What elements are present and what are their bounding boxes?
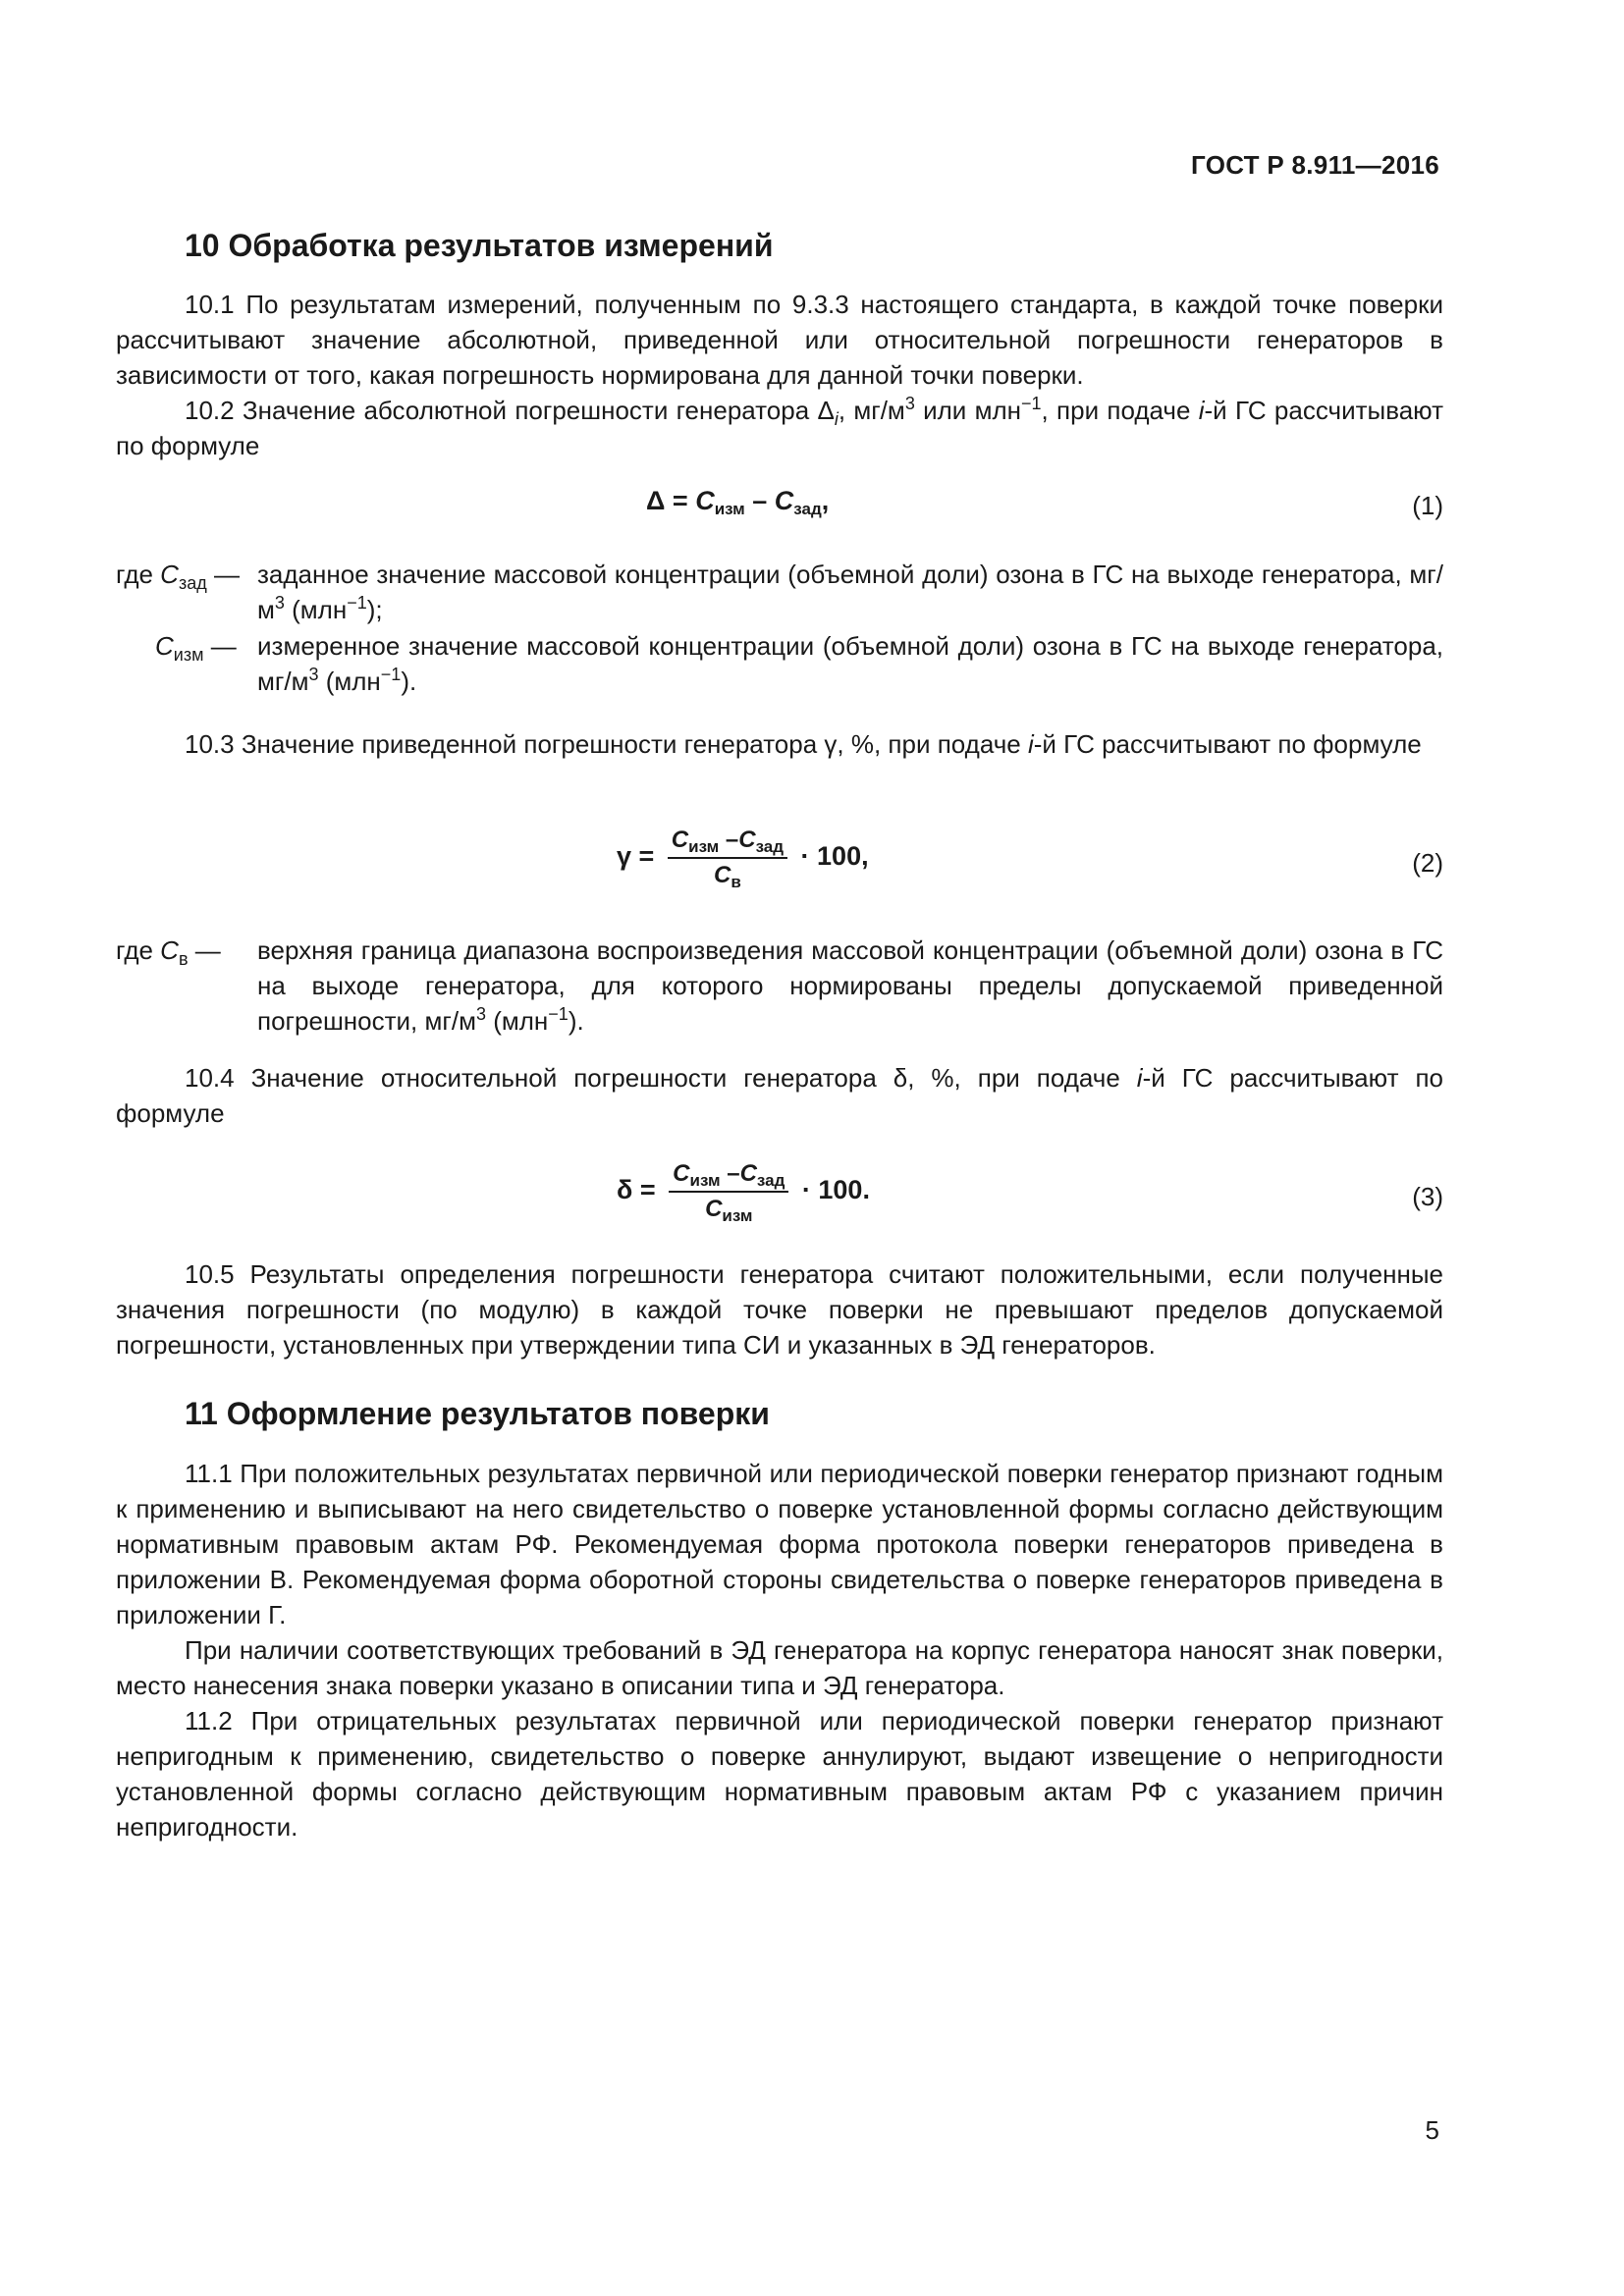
- paragraph-10-1: 10.1 По результатам измерений, полученным по 9.3.3 настоящего стандарта, в каждой точке поверки рассчитывают значение абсолютной, приведенной или относительной погрешности генераторов в зависимости от того, какая погрешность нормирована для данной точки поверки.: [116, 290, 1443, 390]
- paragraph-11-2: 11.2 При отрицательных результатах первичной или периодической поверки генератор признают непригодным к применению, свидетельство о поверке аннулируют, выдают извещение о непригодности установленной формы согласно действующим нормативным правовым актам РФ с указанием причин непригодности.: [116, 1706, 1443, 1842]
- paragraph-11-1-cont: При наличии соответствующих требований в ЭД генератора на корпус генератора наносят знак поверки, место нанесения знака поверки указано в описании типа и ЭД генератора.: [116, 1635, 1443, 1700]
- formula-2: γ = $\frac{C_{изм} -C_{зад}}{C_в}$ · 100,: [617, 827, 869, 891]
- paragraph-10-4: 10.4 Значение относительной погрешности генератора δ, %, при подаче i-й ГС рассчитывают по формуле: [116, 1063, 1443, 1128]
- paragraph-10-3: 10.3 Значение приведенной погрешности генератора γ, %, при подаче i-й ГС рассчитывают по формуле: [185, 729, 1422, 759]
- section-10-heading: 10 Обработка результатов измерений: [185, 228, 774, 263]
- equation-number-2: (2): [1412, 848, 1443, 878]
- document-code: ГОСТ Р 8.911—2016: [1191, 150, 1439, 180]
- definition-c-zad: где $C_{зад}$ — заданное значение массовой концентрации (объемной доли) озона в ГС на выходе генератора, $мг/м^3$ (млн$^{-1}$);: [116, 560, 1443, 624]
- definition-c-v: где $C_в$ — верхняя граница диапазона воспроизведения массовой концентрации (объемной доли) озона в ГС на выходе генератора, для которого нормированы пределы допускаемой приведенной погрешности, $мг/м^3$ (млн$^{-1}$).: [116, 935, 1443, 1036]
- formula-1: Δ = Cизм – Cзад,: [646, 486, 830, 518]
- section-11-heading: 11 Оформление результатов поверки: [185, 1396, 770, 1431]
- equation-number-3: (3): [1412, 1182, 1443, 1211]
- equation-number-1: (1): [1412, 491, 1443, 520]
- paragraph-10-2: 10.2 Значение абсолютной погрешности генератора $\Delta_i$, $мг/м^3$ или млн$^{-1}$, при подаче i-й ГС рассчитывают по формуле: [116, 394, 1444, 460]
- definition-c-izm: $C_{изм}$ — измеренное значение массовой концентрации (объемной доли) озона в ГС на выходе генератора, $мг/м^3$ (млн$^{-1}$).: [155, 631, 1443, 696]
- paragraph-11-1: 11.1 При положительных результатах первичной или периодической поверки генератор признают годным к применению и выписывают на него свидетельство о поверке установленной формы согласно действующим нормативным правовым актам РФ. Рекомендуемая форма протокола поверки генераторов приведена в приложении В. Рекомендуемая форма оборотной стороны свидетельства о поверке генераторов приведена в приложении Г.: [116, 1459, 1443, 1629]
- page-number: 5: [1425, 2115, 1439, 2145]
- paragraph-10-5: 10.5 Результаты определения погрешности генератора считают положительными, если полученные значения погрешности (по модулю) в каждой точке поверки не превышают пределов допускаемой погрешности, установленных при утверждении типа СИ и указанных в ЭД генераторов.: [116, 1259, 1443, 1360]
- formula-3: δ = $\frac{C_{изм} -C_{зад}}{C_{изм}}$ · 100.: [617, 1160, 870, 1225]
